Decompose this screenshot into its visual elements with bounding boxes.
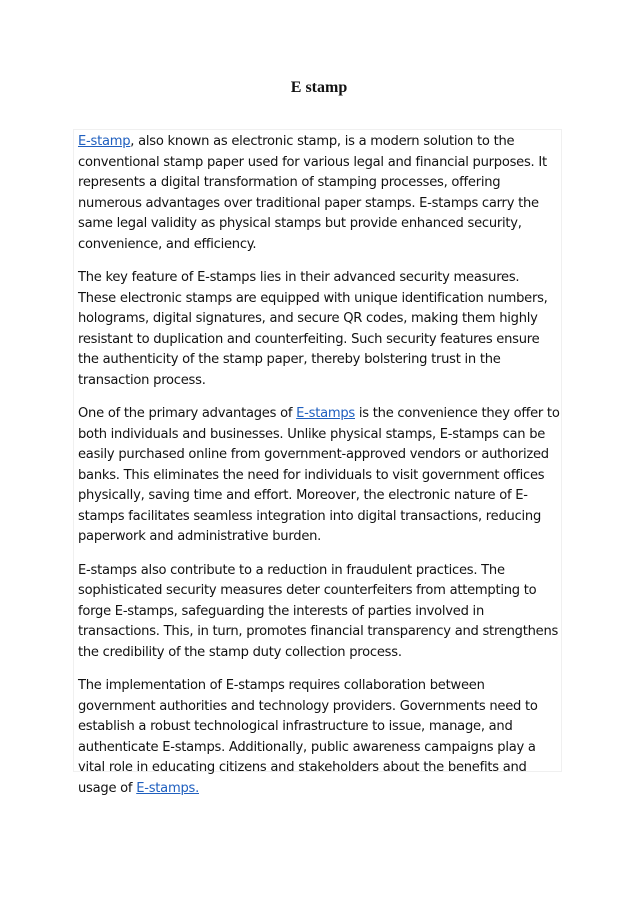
document-title: E stamp [290,79,348,96]
paragraph-security [78,268,561,391]
document-body [73,129,562,796]
paragraph-text: The implementation of E-stamps requires collaboration between government authorities and technology providers. Governments need to establish a robust technological infrastructure to issue, manage, and authenticate E-stamps. Additionally, public awareness campaigns play a vital role in educating citizens and stakeholders about the benefits and usage of [78,678,538,796]
e-stamps-link[interactable]: E-stamps [296,406,355,421]
paragraph-text-after: is the convenience they offer to both individuals and businesses. Unlike physical stamps, E-stamps can be easily purchased online from government-approved vendors or authorized banks. This eliminates the need for individuals to visit government offices physically, saving time and effort. Moreover, the electronic nature of E-stamps facilitates seamless integration into digital transactions, reducing paperwork and administrative burden. [78,406,560,544]
paragraph-text: , also known as electronic stamp, is a modern solution to the conventional stamp paper used for various legal and financial purposes. It represents a digital transformation of stamping processes, offering numerous advantages over traditional paper stamps. E-stamps carry the same legal validity as physical stamps but provide enhanced security, convenience, and efficiency. [78,134,547,252]
e-stamp-link[interactable]: E-stamp [78,134,131,149]
paragraph-text: The key feature of E-stamps lies in their advanced security measures. These electronic stamps are equipped with unique identification numbers, holograms, digital signatures, and secure QR codes, making them highly resistant to duplication and counterfeiting. Such security features ensure the authenticity of the stamp paper, thereby bolstering trust in the transaction process. [78,270,548,388]
paragraph-intro [78,132,561,255]
paragraph-implementation [78,676,561,799]
paragraph-text-before: One of the primary advantages of [78,406,297,421]
paragraph-fraud [78,561,561,664]
paragraph-text: E-stamps also contribute to a reduction in fraudulent practices. The sophisticated security measures deter counterfeiters from attempting to forge E-stamps, safeguarding the interests of parties involved in transactions. This, in turn, promotes financial transparency and strengthens the credibility of the stamp duty collection process. [78,562,559,660]
paragraph-advantages [78,404,561,548]
e-stamps-footer-link[interactable]: E-stamps. [136,780,199,796]
